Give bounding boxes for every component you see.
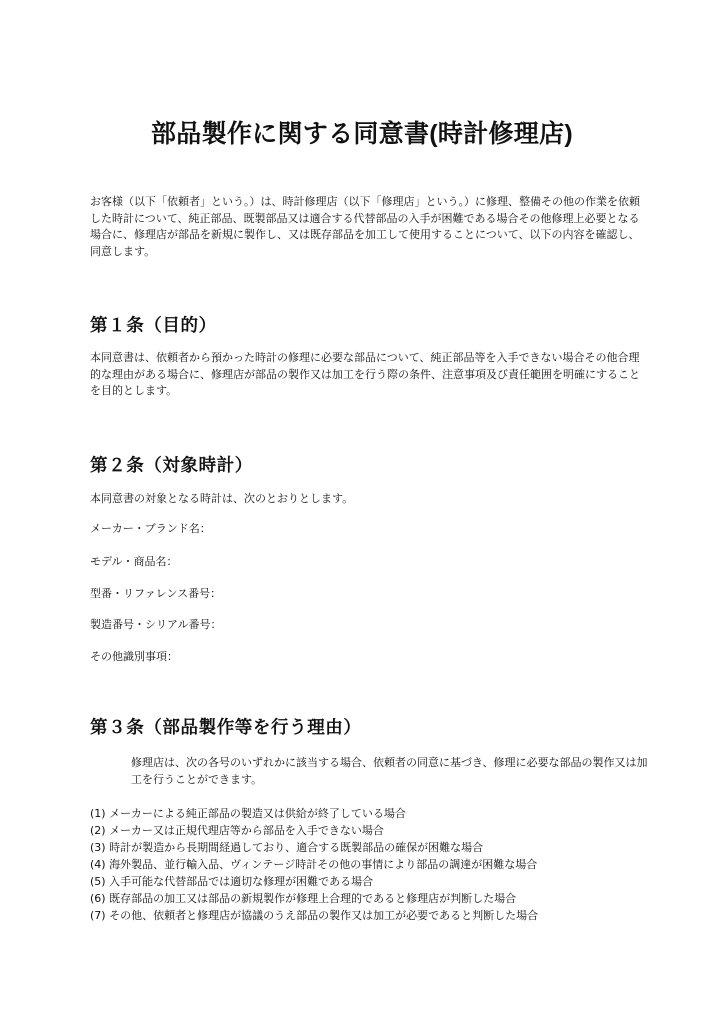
list-item: (2) メーカー又は正規代理店等から部品を入手できない場合 [90,824,384,837]
list-item: (7) その他、依頼者と修理店が協議のうえ部品の製作又は加工が必要であると判断した場合 [90,909,539,922]
article-2-heading: 第２条（対象時計） [90,456,253,476]
list-item: (1) メーカーによる純正部品の製造又は供給が終了している場合 [90,807,406,820]
intro-paragraph: お客様（以下「依頼者」という。）は、時計修理店（以下「修理店」という。）に修理、整備その他の作業を依頼した時計について、純正部品、既製部品又は適合する代替部品の入手が困難である場合その他修理上必要となる場合に、修理店が部品を新規に製作し、又は既存部品を加工して使用することについて、以下の内容を確認し、同意します。 [90,195,640,259]
article-3-heading: 第３条（部品製作等を行う理由） [90,718,362,738]
article-2-body: 本同意書の対象となる時計は、次のとおりとします。 [90,492,354,505]
field-serial: 製造番号・シリアル番号： [90,618,222,631]
field-reference: 型番・リファレンス番号： [90,587,222,600]
list-item: (5) 入手可能な代替部品では適切な修理が困難である場合 [90,875,374,888]
article-3-body: 修理店は、次の各号のいずれかに該当する場合、依頼者の同意に基づき、修理に必要な部品の製作又は加工を行うことができます。 [131,756,648,786]
article-1-body: 本同意書は、依頼者から預かった時計の修理に必要な部品について、純正部品等を入手できない場合その他合理的な理由がある場合に、修理店が部品の製作又は加工を行う際の条件、注意事項及び責任範囲を明確にすることを目的とします。 [90,351,640,398]
reason-list [90,805,538,924]
article-1-heading: 第１条（目的） [90,316,217,336]
list-item: (4) 海外製品、並行輸入品、ヴィンテージ時計その他の事情により部品の調達が困難な場合 [90,858,538,871]
list-item: (6) 既存部品の加工又は部品の新規製作が修理上合理的であると修理店が判断した場合 [90,892,517,905]
document-title: 部品製作に関する同意書(時計修理店) [150,120,574,148]
list-item: (3) 時計が製造から長期間経過しており、適合する既製部品の確保が困難な場合 [90,841,484,854]
field-brand: メーカー・ブランド名： [90,522,211,535]
field-other: その他識別事項： [90,650,178,663]
field-model: モデル・商品名： [90,555,178,568]
